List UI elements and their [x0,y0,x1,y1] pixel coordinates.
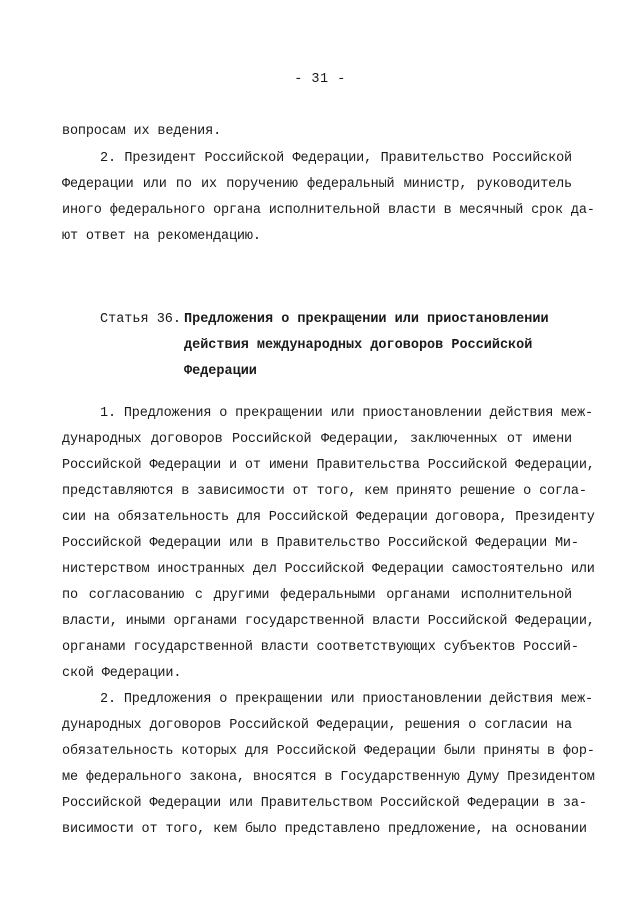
text-line: дународных договоров Российской Федерации, заключенных от имени [62,432,572,447]
article-title [184,307,554,385]
text-line: дународных договоров Российской Федерации, решения о согласии на [62,718,572,733]
text-line: ской Федерации. [62,666,182,681]
text-line: Российской Федерации или в Правительство Российской Федерации Ми- [62,536,579,551]
text-line: представляются в зависимости от того, кем принято решение о согла- [62,484,587,499]
text-line: иного федерального органа исполнительной власти в месячный срок да- [62,203,595,218]
text-line: 2. Президент Российской Федерации, Правительство Российской [100,151,572,166]
text-line: нистерством иностранных дел Российской Федерации самостоятельно или [62,562,595,577]
text-line: сии на обязательность для Российской Федерации договора, Президенту [62,510,595,525]
text-line: Российской Федерации и от имени Правительства Российской Федерации, [62,458,595,473]
text-line: Федерации или по их поручению федеральный министр, руководитель [62,177,572,192]
text-line: обязательность которых для Российской Федерации были приняты в фор- [62,744,595,759]
text-line: висимости от того, кем было представлено предложение, на основании [62,822,587,837]
text-line: вопросам их ведения. [62,124,222,139]
text-line: по согласованию с другими федеральными органами исполнительной [62,588,572,603]
text-line: 1. Предложения о прекращении или приостановлении действия меж- [100,406,593,421]
article-title-line: Предложения о прекращении или приостановлении [184,312,549,327]
text-line: власти, иными органами государственной власти Российской Федерации, [62,614,595,629]
article-title-line: действия международных договоров Российской [184,338,533,353]
article-label: Статья 36. [100,312,182,327]
text-line: Российской Федерации или Правительством Российской Федерации в за- [62,796,587,811]
text-line: ют ответ на рекомендацию. [62,229,261,244]
text-line: 2. Предложения о прекращении или приостановлении действия меж- [100,692,593,707]
text-line: ме федерального закона, вносятся в Государственную Думу Президентом [62,770,595,785]
text-line: органами государственной власти соответствующих субъектов Россий- [62,640,579,655]
article-title-line: Федерации [184,364,257,379]
page-number: - 31 - [294,72,346,87]
